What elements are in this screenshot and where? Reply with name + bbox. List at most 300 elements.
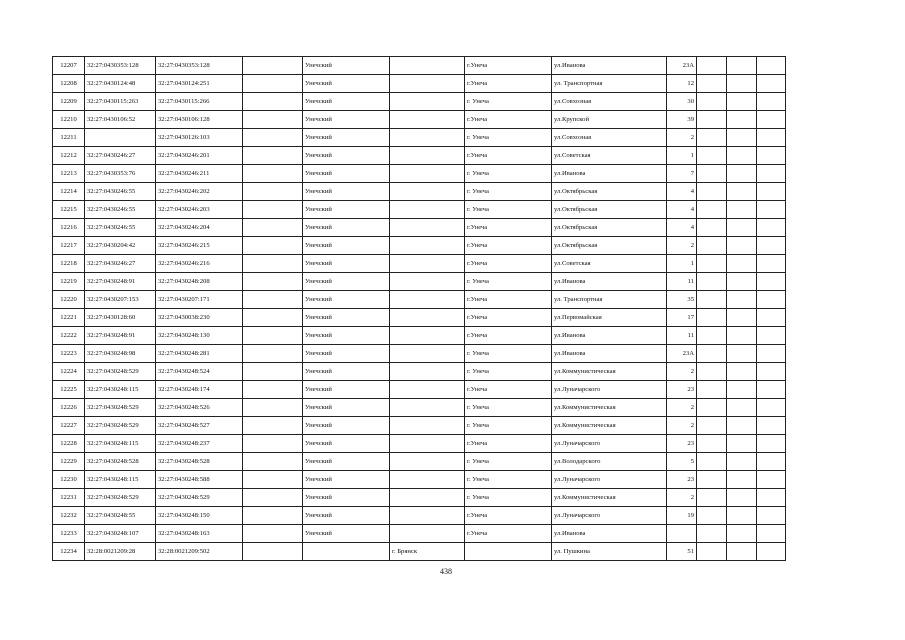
empty-cell bbox=[390, 75, 465, 93]
object-cadastral-number-cell: 32:27:0430248:524 bbox=[156, 363, 243, 381]
cadastral-number-cell: 32:27:0430248:115 bbox=[85, 381, 156, 399]
empty-cell bbox=[243, 381, 303, 399]
empty-cell bbox=[727, 327, 757, 345]
empty-cell bbox=[757, 327, 786, 345]
district-cell: Унечский bbox=[303, 471, 390, 489]
empty-cell bbox=[390, 363, 465, 381]
settlement-cell: г.Унеча bbox=[465, 111, 552, 129]
settlement-cell: г. Унеча bbox=[465, 417, 552, 435]
empty-cell bbox=[757, 399, 786, 417]
district-cell: Унечский bbox=[303, 57, 390, 75]
settlement-cell: г.Унеча bbox=[465, 381, 552, 399]
street-cell: ул.Иванова bbox=[552, 273, 667, 291]
record-number-cell: 12218 bbox=[53, 255, 85, 273]
district-cell: Унечский bbox=[303, 273, 390, 291]
settlement-cell: г.Унеча bbox=[465, 435, 552, 453]
street-cell: ул.Совхозная bbox=[552, 129, 667, 147]
house-number-cell: 39 bbox=[667, 111, 697, 129]
empty-cell bbox=[757, 435, 786, 453]
empty-cell bbox=[727, 57, 757, 75]
empty-cell bbox=[697, 237, 727, 255]
empty-cell bbox=[697, 543, 727, 561]
cadastral-number-cell: 32:27:0430353:76 bbox=[85, 165, 156, 183]
object-cadastral-number-cell: 32:27:0430038:230 bbox=[156, 309, 243, 327]
record-number-cell: 12209 bbox=[53, 93, 85, 111]
empty-cell bbox=[390, 309, 465, 327]
settlement-cell: г. Унеча bbox=[465, 399, 552, 417]
table-row bbox=[53, 435, 786, 453]
object-cadastral-number-cell: 32:27:0430248:174 bbox=[156, 381, 243, 399]
cadastral-number-cell: 32:27:0430246:27 bbox=[85, 147, 156, 165]
street-cell: ул.Коммунистическая bbox=[552, 489, 667, 507]
table-row bbox=[53, 525, 786, 543]
object-cadastral-number-cell: 32:27:0430207:171 bbox=[156, 291, 243, 309]
house-number-cell: 35 bbox=[667, 291, 697, 309]
house-number-cell: 11 bbox=[667, 273, 697, 291]
object-cadastral-number-cell: 32:27:0430246:201 bbox=[156, 147, 243, 165]
empty-cell bbox=[243, 273, 303, 291]
empty-cell bbox=[697, 471, 727, 489]
street-cell: ул.Володарского bbox=[552, 453, 667, 471]
empty-cell bbox=[757, 453, 786, 471]
district-cell: Унечский bbox=[303, 453, 390, 471]
empty-cell bbox=[727, 291, 757, 309]
settlement-cell: г. Унеча bbox=[465, 183, 552, 201]
house-number-cell: 1 bbox=[667, 147, 697, 165]
table-row bbox=[53, 147, 786, 165]
empty-cell bbox=[727, 183, 757, 201]
empty-cell bbox=[757, 381, 786, 399]
street-cell: ул.Иванова bbox=[552, 327, 667, 345]
house-number-cell: 4 bbox=[667, 201, 697, 219]
cadastral-number-cell: 32:27:0430207:153 bbox=[85, 291, 156, 309]
empty-cell bbox=[243, 399, 303, 417]
table-row bbox=[53, 489, 786, 507]
empty-cell bbox=[757, 219, 786, 237]
object-cadastral-number-cell: 32:27:0430248:163 bbox=[156, 525, 243, 543]
street-cell: ул.Крупской bbox=[552, 111, 667, 129]
street-cell: ул.Луначарского bbox=[552, 507, 667, 525]
empty-cell bbox=[727, 147, 757, 165]
street-cell: ул. Пушкина bbox=[552, 543, 667, 561]
object-cadastral-number-cell: 32:27:0430353:128 bbox=[156, 57, 243, 75]
empty-cell bbox=[727, 345, 757, 363]
empty-cell bbox=[243, 219, 303, 237]
empty-cell bbox=[757, 363, 786, 381]
empty-cell bbox=[390, 219, 465, 237]
empty-cell bbox=[243, 309, 303, 327]
table-row bbox=[53, 327, 786, 345]
empty-cell bbox=[243, 345, 303, 363]
street-cell: ул.Луначарского bbox=[552, 381, 667, 399]
empty-cell bbox=[727, 417, 757, 435]
empty-cell bbox=[243, 201, 303, 219]
district-cell: Унечский bbox=[303, 183, 390, 201]
registry-table bbox=[52, 56, 786, 561]
record-number-cell: 12210 bbox=[53, 111, 85, 129]
record-number-cell: 12230 bbox=[53, 471, 85, 489]
table-row bbox=[53, 399, 786, 417]
empty-cell bbox=[390, 435, 465, 453]
street-cell: ул.Октябрьская bbox=[552, 183, 667, 201]
table-row bbox=[53, 201, 786, 219]
cadastral-number-cell bbox=[85, 129, 156, 147]
empty-cell bbox=[390, 471, 465, 489]
district-cell: Унечский bbox=[303, 201, 390, 219]
record-number-cell: 12219 bbox=[53, 273, 85, 291]
record-number-cell: 12226 bbox=[53, 399, 85, 417]
object-cadastral-number-cell: 32:27:0430246:203 bbox=[156, 201, 243, 219]
cadastral-number-cell: 32:27:0430246:55 bbox=[85, 201, 156, 219]
house-number-cell: 7 bbox=[667, 165, 697, 183]
empty-cell bbox=[727, 399, 757, 417]
settlement-cell: г.Унеча bbox=[465, 57, 552, 75]
empty-cell bbox=[757, 417, 786, 435]
object-cadastral-number-cell: 32:27:0430246:216 bbox=[156, 255, 243, 273]
table-row bbox=[53, 237, 786, 255]
record-number-cell: 12223 bbox=[53, 345, 85, 363]
cadastral-number-cell: 32:27:0430248:55 bbox=[85, 507, 156, 525]
empty-cell bbox=[757, 489, 786, 507]
table-row bbox=[53, 273, 786, 291]
empty-cell bbox=[390, 57, 465, 75]
empty-cell bbox=[727, 273, 757, 291]
empty-cell bbox=[390, 381, 465, 399]
settlement-cell: г.Унеча bbox=[465, 219, 552, 237]
object-cadastral-number-cell: 32:27:0430126:103 bbox=[156, 129, 243, 147]
settlement-cell: г.Унеча bbox=[465, 75, 552, 93]
house-number-cell bbox=[667, 525, 697, 543]
cadastral-number-cell: 32:27:0430128:60 bbox=[85, 309, 156, 327]
table-row bbox=[53, 129, 786, 147]
record-number-cell: 12212 bbox=[53, 147, 85, 165]
empty-cell bbox=[390, 93, 465, 111]
empty-cell bbox=[727, 201, 757, 219]
empty-cell bbox=[390, 489, 465, 507]
empty-cell bbox=[697, 75, 727, 93]
cadastral-number-cell: 32:27:0430248:529 bbox=[85, 363, 156, 381]
record-number-cell: 12228 bbox=[53, 435, 85, 453]
district-cell: Унечский bbox=[303, 507, 390, 525]
object-cadastral-number-cell: 32:27:0430124:251 bbox=[156, 75, 243, 93]
empty-cell bbox=[390, 129, 465, 147]
empty-cell bbox=[757, 471, 786, 489]
table-row bbox=[53, 255, 786, 273]
empty-cell bbox=[390, 273, 465, 291]
house-number-cell: 30 bbox=[667, 93, 697, 111]
table-row bbox=[53, 291, 786, 309]
cadastral-number-cell: 32:27:0430115:263 bbox=[85, 93, 156, 111]
record-number-cell: 12216 bbox=[53, 219, 85, 237]
object-cadastral-number-cell: 32:27:0430248:526 bbox=[156, 399, 243, 417]
cadastral-number-cell: 32:27:0430248:529 bbox=[85, 417, 156, 435]
object-cadastral-number-cell: 32:27:0430248:528 bbox=[156, 453, 243, 471]
page-number: 438 bbox=[440, 567, 452, 576]
house-number-cell: 51 bbox=[667, 543, 697, 561]
table-row bbox=[53, 309, 786, 327]
house-number-cell: 23 bbox=[667, 435, 697, 453]
house-number-cell: 23А bbox=[667, 345, 697, 363]
table-row bbox=[53, 219, 786, 237]
empty-cell bbox=[757, 255, 786, 273]
empty-cell bbox=[390, 453, 465, 471]
empty-cell bbox=[727, 93, 757, 111]
house-number-cell: 2 bbox=[667, 399, 697, 417]
empty-cell bbox=[243, 327, 303, 345]
empty-cell bbox=[727, 381, 757, 399]
table-row bbox=[53, 363, 786, 381]
record-number-cell: 12233 bbox=[53, 525, 85, 543]
empty-cell bbox=[727, 219, 757, 237]
settlement-cell: г.Унеча bbox=[465, 255, 552, 273]
table-row bbox=[53, 93, 786, 111]
table-row bbox=[53, 543, 786, 561]
settlement-cell: г. Унеча bbox=[465, 363, 552, 381]
empty-cell bbox=[243, 75, 303, 93]
cadastral-number-cell: 32:27:0430248:91 bbox=[85, 327, 156, 345]
empty-cell bbox=[243, 111, 303, 129]
empty-cell bbox=[697, 111, 727, 129]
district-cell: Унечский bbox=[303, 93, 390, 111]
empty-cell bbox=[727, 525, 757, 543]
empty-cell bbox=[697, 525, 727, 543]
object-cadastral-number-cell: 32:27:0430115:266 bbox=[156, 93, 243, 111]
house-number-cell: 2 bbox=[667, 417, 697, 435]
district-cell: Унечский bbox=[303, 255, 390, 273]
empty-cell bbox=[243, 129, 303, 147]
empty-cell bbox=[757, 345, 786, 363]
empty-cell bbox=[757, 525, 786, 543]
empty-cell bbox=[757, 147, 786, 165]
cadastral-number-cell: 32:27:0430248:528 bbox=[85, 453, 156, 471]
district-cell: Унечский bbox=[303, 435, 390, 453]
house-number-cell: 2 bbox=[667, 489, 697, 507]
house-number-cell: 11 bbox=[667, 327, 697, 345]
table-row bbox=[53, 417, 786, 435]
settlement-cell: г.Унеча bbox=[465, 525, 552, 543]
table-row bbox=[53, 471, 786, 489]
empty-cell bbox=[243, 291, 303, 309]
empty-cell bbox=[727, 75, 757, 93]
empty-cell bbox=[697, 417, 727, 435]
settlement-cell: г. Унеча bbox=[465, 345, 552, 363]
record-number-cell: 12207 bbox=[53, 57, 85, 75]
record-number-cell: 12224 bbox=[53, 363, 85, 381]
house-number-cell: 5 bbox=[667, 453, 697, 471]
empty-cell bbox=[757, 507, 786, 525]
record-number-cell: 12231 bbox=[53, 489, 85, 507]
settlement-cell: г. Унеча bbox=[465, 453, 552, 471]
empty-cell bbox=[697, 255, 727, 273]
object-cadastral-number-cell: 32:27:0430106:128 bbox=[156, 111, 243, 129]
empty-cell bbox=[465, 543, 552, 561]
empty-cell bbox=[390, 291, 465, 309]
cadastral-number-cell: 32:27:0430248:115 bbox=[85, 471, 156, 489]
settlement-cell: г. Унеча bbox=[465, 93, 552, 111]
empty-cell bbox=[697, 129, 727, 147]
record-number-cell: 12211 bbox=[53, 129, 85, 147]
empty-cell bbox=[727, 543, 757, 561]
settlement-cell: г. Унеча bbox=[465, 489, 552, 507]
empty-cell bbox=[243, 435, 303, 453]
empty-cell bbox=[757, 309, 786, 327]
empty-cell bbox=[727, 507, 757, 525]
empty-cell bbox=[303, 543, 390, 561]
street-cell: ул.Коммунистическая bbox=[552, 417, 667, 435]
empty-cell bbox=[390, 147, 465, 165]
cadastral-number-cell: 32:27:0430246:55 bbox=[85, 219, 156, 237]
street-cell: ул.Луначарского bbox=[552, 471, 667, 489]
district-cell: Унечский bbox=[303, 381, 390, 399]
record-number-cell: 12214 bbox=[53, 183, 85, 201]
district-cell: Унечский bbox=[303, 327, 390, 345]
empty-cell bbox=[757, 93, 786, 111]
cadastral-number-cell: 32:28:0021209:28 bbox=[85, 543, 156, 561]
house-number-cell: 1 bbox=[667, 255, 697, 273]
settlement-cell: г. Унеча bbox=[465, 129, 552, 147]
house-number-cell: 2 bbox=[667, 363, 697, 381]
district-cell: Унечский bbox=[303, 417, 390, 435]
empty-cell bbox=[697, 327, 727, 345]
street-cell: ул.Совхозная bbox=[552, 93, 667, 111]
empty-cell bbox=[697, 435, 727, 453]
record-number-cell: 12215 bbox=[53, 201, 85, 219]
street-cell: ул. Транспортная bbox=[552, 75, 667, 93]
street-cell: ул.Первомайская bbox=[552, 309, 667, 327]
empty-cell bbox=[390, 507, 465, 525]
empty-cell bbox=[390, 165, 465, 183]
empty-cell bbox=[727, 471, 757, 489]
table-row bbox=[53, 75, 786, 93]
empty-cell bbox=[697, 507, 727, 525]
empty-cell bbox=[390, 111, 465, 129]
street-cell: ул.Иванова bbox=[552, 345, 667, 363]
empty-cell bbox=[697, 309, 727, 327]
empty-cell bbox=[697, 219, 727, 237]
district-cell: Унечский bbox=[303, 363, 390, 381]
object-cadastral-number-cell: 32:27:0430248:529 bbox=[156, 489, 243, 507]
cadastral-number-cell: 32:27:0430106:52 bbox=[85, 111, 156, 129]
object-cadastral-number-cell: 32:27:0430246:215 bbox=[156, 237, 243, 255]
record-number-cell: 12227 bbox=[53, 417, 85, 435]
district-cell: Унечский bbox=[303, 147, 390, 165]
settlement-cell: г.Унеча bbox=[465, 507, 552, 525]
settlement-cell: г. Унеча bbox=[465, 201, 552, 219]
empty-cell bbox=[757, 237, 786, 255]
table-row bbox=[53, 111, 786, 129]
record-number-cell: 12220 bbox=[53, 291, 85, 309]
empty-cell bbox=[243, 471, 303, 489]
cadastral-number-cell: 32:27:0430248:529 bbox=[85, 399, 156, 417]
settlement-cell: г.Унеча bbox=[465, 237, 552, 255]
object-cadastral-number-cell: 32:27:0430246:211 bbox=[156, 165, 243, 183]
settlement-cell: г.Унеча bbox=[465, 291, 552, 309]
empty-cell bbox=[243, 363, 303, 381]
table-row bbox=[53, 345, 786, 363]
empty-cell bbox=[697, 147, 727, 165]
settlement-cell: г.Унеча bbox=[465, 327, 552, 345]
house-number-cell: 23 bbox=[667, 471, 697, 489]
house-number-cell: 2 bbox=[667, 129, 697, 147]
empty-cell bbox=[697, 93, 727, 111]
district-cell: Унечский bbox=[303, 309, 390, 327]
empty-cell bbox=[757, 165, 786, 183]
table-row bbox=[53, 165, 786, 183]
street-cell: ул.Октябрьская bbox=[552, 201, 667, 219]
empty-cell bbox=[243, 525, 303, 543]
empty-cell bbox=[697, 399, 727, 417]
table-row bbox=[53, 453, 786, 471]
cadastral-number-cell: 32:27:0430248:91 bbox=[85, 273, 156, 291]
empty-cell bbox=[243, 57, 303, 75]
empty-cell bbox=[727, 309, 757, 327]
object-cadastral-number-cell: 32:27:0430248:130 bbox=[156, 327, 243, 345]
settlement-cell: г. Унеча bbox=[465, 165, 552, 183]
object-cadastral-number-cell: 32:27:0430248:237 bbox=[156, 435, 243, 453]
record-number-cell: 12222 bbox=[53, 327, 85, 345]
district-cell: Унечский bbox=[303, 129, 390, 147]
table-row bbox=[53, 381, 786, 399]
street-cell: ул.Советская bbox=[552, 147, 667, 165]
empty-cell bbox=[697, 183, 727, 201]
settlement-cell: г.Унеча bbox=[465, 309, 552, 327]
record-number-cell: 12208 bbox=[53, 75, 85, 93]
record-number-cell: 12225 bbox=[53, 381, 85, 399]
table-row bbox=[53, 507, 786, 525]
empty-cell bbox=[390, 237, 465, 255]
empty-cell bbox=[243, 507, 303, 525]
object-cadastral-number-cell: 32:27:0430248:208 bbox=[156, 273, 243, 291]
district-cell: Унечский bbox=[303, 111, 390, 129]
empty-cell bbox=[243, 93, 303, 111]
empty-cell bbox=[727, 489, 757, 507]
empty-cell bbox=[390, 327, 465, 345]
empty-cell bbox=[727, 129, 757, 147]
object-cadastral-number-cell: 32:27:0430248:281 bbox=[156, 345, 243, 363]
cadastral-number-cell: 32:27:0430353:128 bbox=[85, 57, 156, 75]
table-row bbox=[53, 57, 786, 75]
empty-cell bbox=[757, 183, 786, 201]
house-number-cell: 4 bbox=[667, 183, 697, 201]
house-number-cell: 12 bbox=[667, 75, 697, 93]
house-number-cell: 23А bbox=[667, 57, 697, 75]
empty-cell bbox=[697, 57, 727, 75]
empty-cell bbox=[757, 201, 786, 219]
empty-cell bbox=[727, 165, 757, 183]
settlement-cell: г. Унеча bbox=[465, 273, 552, 291]
empty-cell bbox=[390, 201, 465, 219]
district-cell: Унечский bbox=[303, 399, 390, 417]
street-cell: ул.Октябрьская bbox=[552, 237, 667, 255]
house-number-cell: 17 bbox=[667, 309, 697, 327]
district-cell: Унечский bbox=[303, 165, 390, 183]
house-number-cell: 4 bbox=[667, 219, 697, 237]
empty-cell bbox=[390, 345, 465, 363]
empty-cell bbox=[390, 255, 465, 273]
empty-cell bbox=[390, 417, 465, 435]
registry-body bbox=[53, 57, 786, 561]
empty-cell bbox=[697, 363, 727, 381]
empty-cell bbox=[727, 111, 757, 129]
record-number-cell: 12213 bbox=[53, 165, 85, 183]
empty-cell bbox=[243, 453, 303, 471]
empty-cell bbox=[727, 453, 757, 471]
record-number-cell: 12232 bbox=[53, 507, 85, 525]
empty-cell bbox=[697, 453, 727, 471]
empty-cell bbox=[727, 237, 757, 255]
street-cell: ул.Иванова bbox=[552, 57, 667, 75]
object-cadastral-number-cell: 32:27:0430248:150 bbox=[156, 507, 243, 525]
